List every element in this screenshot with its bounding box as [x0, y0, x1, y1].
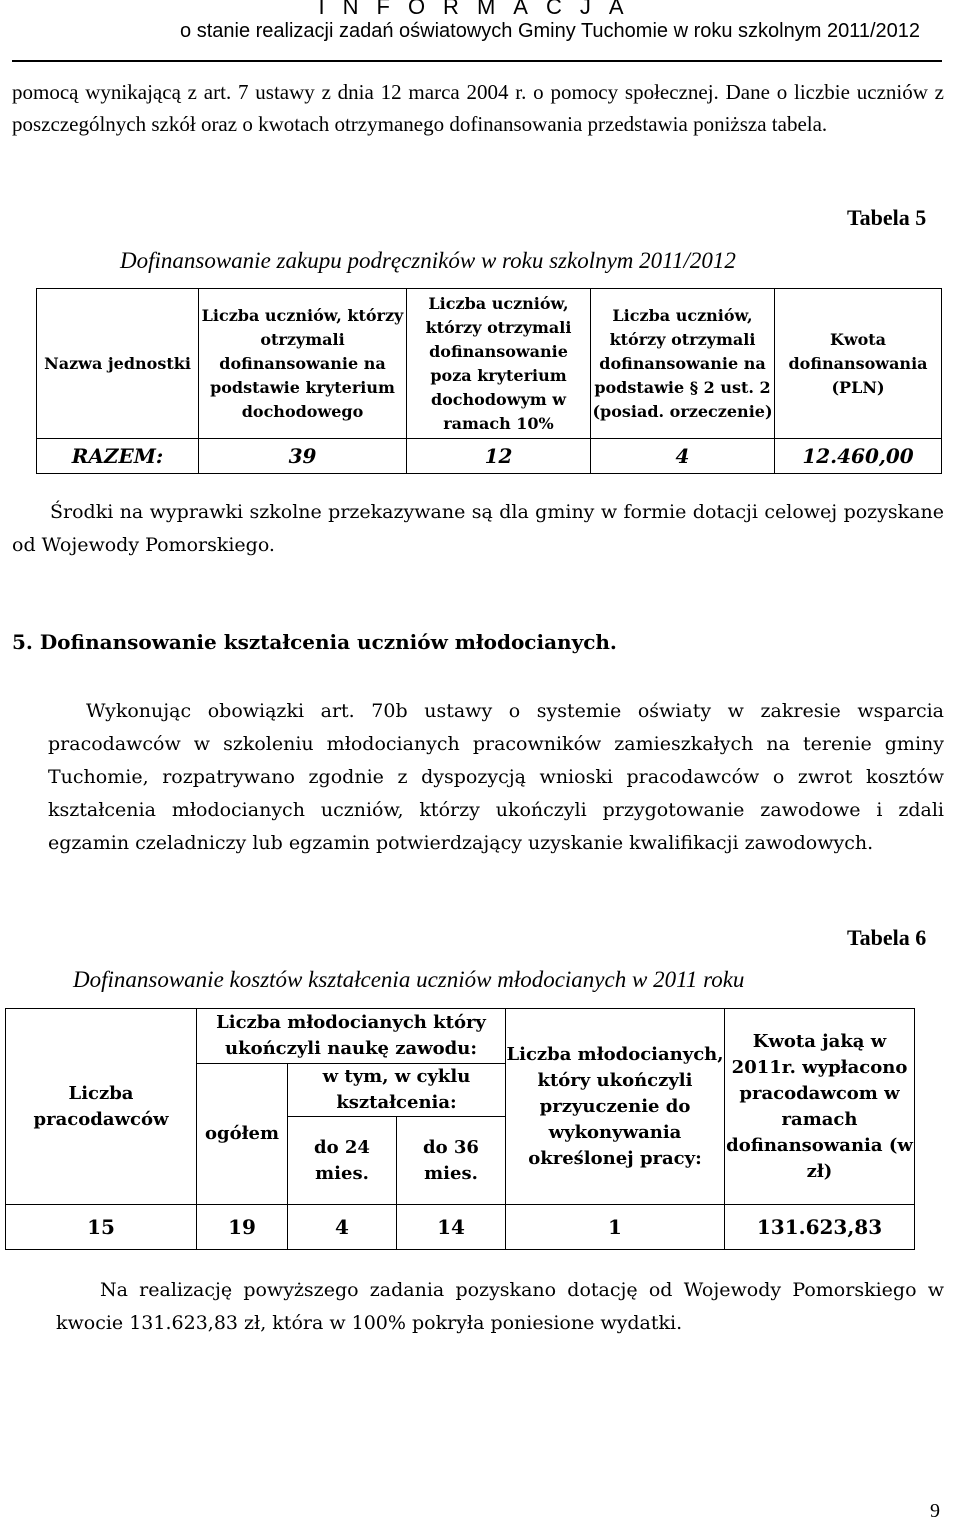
- t6-header-employers: Liczba pracodawców: [6, 1009, 197, 1205]
- t5-total-label: RAZEM:: [37, 439, 199, 474]
- t6-header-24m: do 24 mies.: [288, 1117, 397, 1205]
- header-title: INFORMACJA: [318, 0, 642, 19]
- t6-value-preparation: 1: [506, 1205, 725, 1250]
- t5-header-outside: Liczba uczniów, którzy otrzymali dofinansowanie poza kryterium dochodowym w ramach 10%: [407, 289, 591, 439]
- t6-value-amount: 131.623,83: [725, 1205, 915, 1250]
- table6: [5, 1008, 915, 1250]
- section5-paragraph: Wykonując obowiązki art. 70b ustawy o systemie oświaty w zakresie wsparcia pracodawców w szkoleniu młodocianych pracowników zamieszkałych na terenie gminy Tuchomie, rozpatrywano zgodnie z dyspozycją wnioski pracodawców o zwrot kosztów kształcenia młodocianych uczniów, którzy ukończyli przygotowanie zawodowe i zdali egzamin czeladniczy lub egzamin potwierdzający uzyskanie kwalifikacji zawodowych.: [48, 700, 944, 854]
- table5-label: Tabela 5: [847, 205, 927, 230]
- t6-header-amount: Kwota jaką w 2011r. wypłacono pracodawcom w ramach dofinansowania (w zł): [725, 1009, 915, 1205]
- t5-total-income: 39: [199, 439, 407, 474]
- t6-header-completed: Liczba młodocianych który ukończyli naukę zawodu:: [197, 1009, 506, 1064]
- t5-total-outside: 12: [407, 439, 591, 474]
- t6-value-24m: 4: [288, 1205, 397, 1250]
- intro-paragraph: pomocą wynikającą z art. 7 ustawy z dnia 12 marca 2004 r. o pomocy społecznej. Dane o liczbie uczniów z poszczególnych szkół oraz o kwotach otrzymanego dofinansowania przedstawia poniższa tabela.: [12, 80, 944, 136]
- header-divider: [12, 60, 942, 62]
- table6-label: Tabela 6: [847, 925, 927, 950]
- t5-total-orzeczenie: 4: [591, 439, 775, 474]
- table6-title: Dofinansowanie kosztów kształcenia uczniów młodocianych w 2011 roku: [73, 967, 745, 992]
- t6-header-preparation: Liczba młodocianych, który ukończyli przyuczenie do wykonywania określonej pracy:: [506, 1009, 725, 1205]
- t6-value-employers: 15: [6, 1205, 197, 1250]
- t5-header-orzeczenie: Liczba uczniów, którzy otrzymali dofinansowanie na podstawie § 2 ust. 2 (posiad. orzeczenie): [591, 289, 775, 439]
- t6-header-of-which: w tym, w cyklu kształcenia:: [288, 1064, 506, 1117]
- page-number: 9: [930, 1500, 940, 1522]
- t6-header-36m: do 36 mies.: [397, 1117, 506, 1205]
- t5-total-amount: 12.460,00: [775, 439, 942, 474]
- t6-header-total: ogółem: [197, 1064, 288, 1205]
- t6-value-total: 19: [197, 1205, 288, 1250]
- t6-value-36m: 14: [397, 1205, 506, 1250]
- t5-header-income: Liczba uczniów, którzy otrzymali dofinansowanie na podstawie kryterium dochodowego: [199, 289, 407, 439]
- section5-heading: 5. Dofinansowanie kształcenia uczniów młodocianych.: [12, 630, 617, 654]
- t5-header-unit: Nazwa jednostki: [37, 289, 199, 439]
- para-after-table5: Środki na wyprawki szkolne przekazywane są dla gminy w formie dotacji celowej pozyskane od Wojewody Pomorskiego.: [12, 501, 944, 556]
- table5: [36, 288, 942, 474]
- closing-paragraph: Na realizację powyższego zadania pozyskano dotację od Wojewody Pomorskiego w kwocie 131.623,83 zł, która w 100% pokryła poniesione wydatki.: [56, 1279, 944, 1334]
- t5-header-amount: Kwota dofinansowania (PLN): [775, 289, 942, 439]
- table5-title: Dofinansowanie zakupu podręczników w roku szkolnym 2011/2012: [120, 248, 736, 273]
- header-subtitle: o stanie realizacji zadań oświatowych Gminy Tuchomie w roku szkolnym 2011/2012: [180, 20, 920, 42]
